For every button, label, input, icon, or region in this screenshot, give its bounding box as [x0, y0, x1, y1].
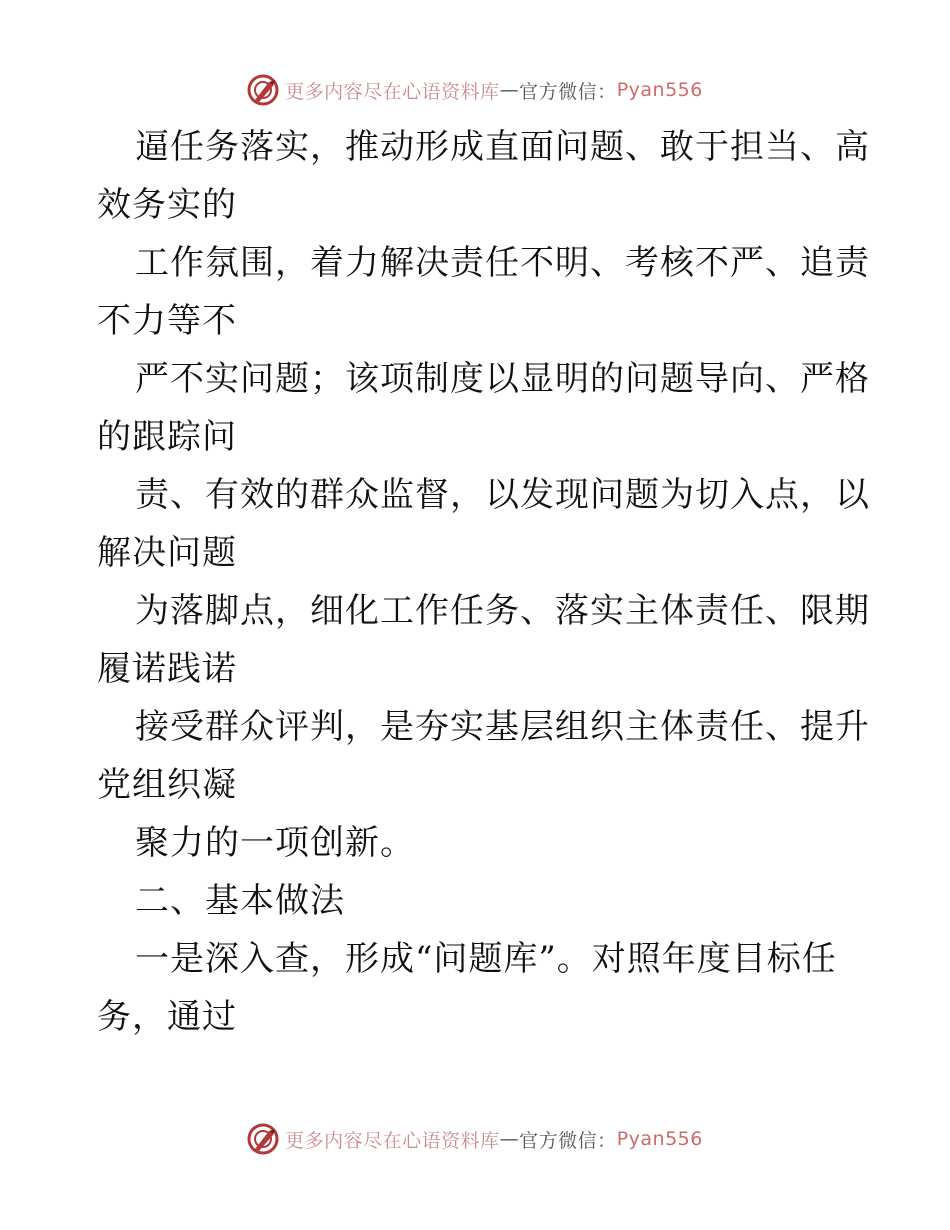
text-line: 履诺践诺 [97, 649, 237, 689]
watermark-dash: — [499, 1128, 520, 1150]
watermark-dash: — [499, 79, 520, 101]
text-line: 不力等不 [97, 301, 237, 341]
header-watermark [0, 70, 950, 110]
text-line: 党组织凝 [97, 765, 237, 805]
pen-logo-icon [247, 1123, 279, 1155]
watermark-text: 更多内容尽在心语资料库 [285, 1129, 500, 1152]
text-line: 为落脚点，细化工作任务、落实主体责任、限期 [135, 591, 870, 631]
text-line: 逼任务落实，推动形成直面问题、敢于担当、高 [135, 127, 870, 167]
text-line: 的跟踪问 [97, 417, 237, 457]
text-line: 责、有效的群众监督，以发现问题为切入点，以 [135, 475, 870, 515]
text-line: 接受群众评判，是夯实基层组织主体责任、提升 [135, 707, 870, 747]
text-line: 二、基本做法 [135, 881, 345, 921]
text-line: 工作氛围，着力解决责任不明、考核不严、追责 [135, 243, 870, 283]
watermark-label: 官方微信： [519, 80, 617, 103]
document-body [97, 118, 870, 1046]
watermark-label: 官方微信： [519, 1129, 617, 1152]
text-line: 解决问题 [97, 533, 237, 573]
text-line: 聚力的一项创新。 [135, 823, 415, 863]
text-line: 严不实问题；该项制度以显明的问题导向、严格 [135, 359, 870, 399]
text-line: 一是深入查，形成“问题库”。对照年度目标任 [135, 939, 837, 979]
watermark-wechat-id: Pyan556 [616, 1128, 703, 1150]
watermark-text: 更多内容尽在心语资料库 [285, 80, 500, 103]
pen-logo-icon [247, 74, 279, 106]
text-line: 务，通过 [97, 997, 237, 1037]
watermark-wechat-id: Pyan556 [616, 79, 703, 101]
footer-watermark [0, 1119, 950, 1159]
text-line: 效务实的 [97, 185, 237, 225]
